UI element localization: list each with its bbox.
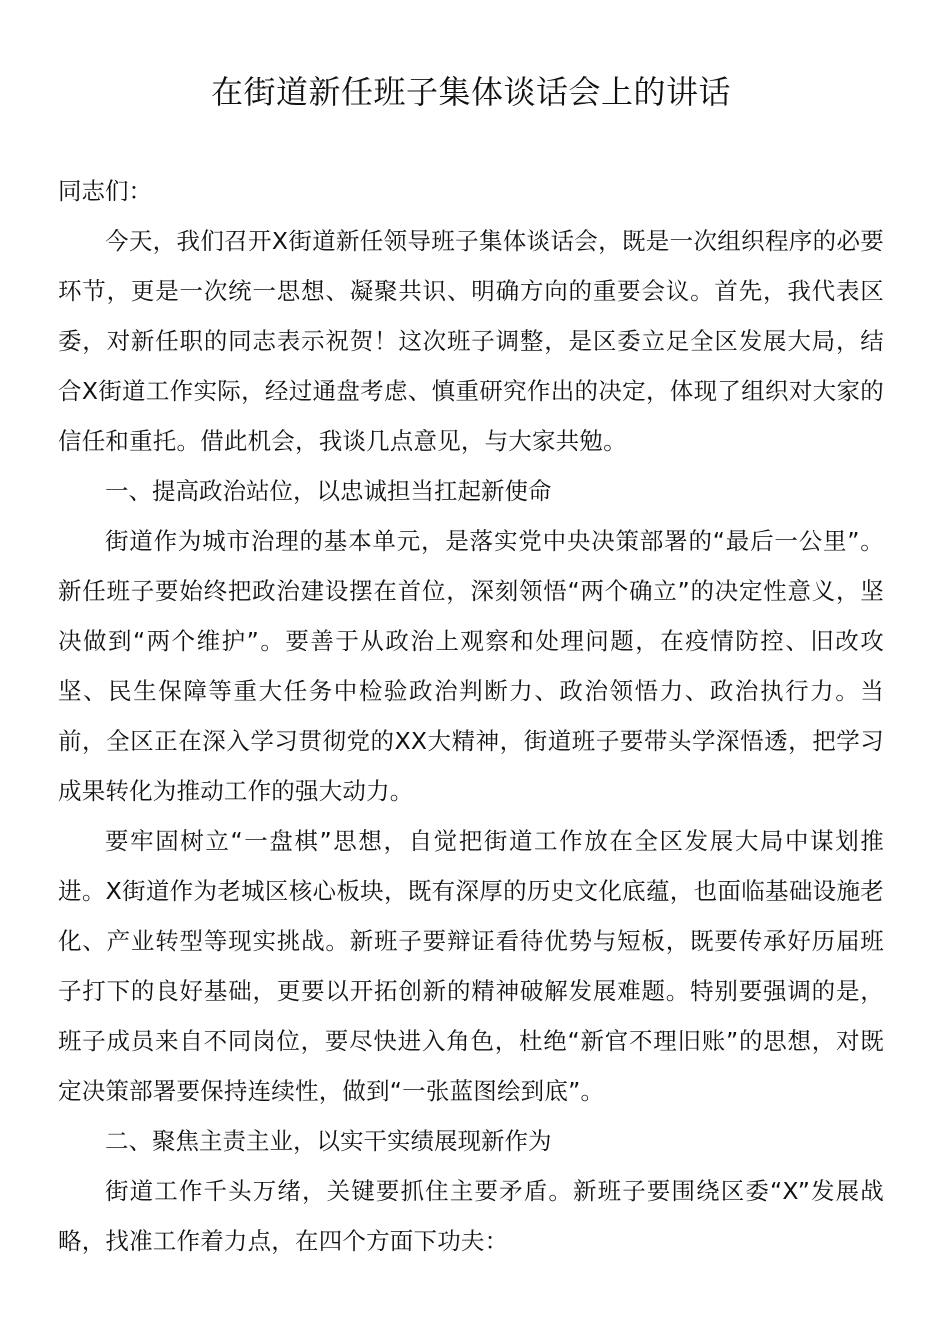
section-heading-1: 一、提高政治站位，以忠诚担当扛起新使命 [105,477,552,505]
paragraph-political-position: 街道作为城市治理的基本单元，是落实党中央决策部署的“最后一公里”。新任班子要始终把政治建设摆在首位，深刻领悟“两个确立”的决定性意义，坚决做到“两个维护”。要善于从政治上观察和处理问题，在疫情防控、旧改攻坚、民生保障等重大任务中检验政治判断力、政治领悟力、政治执行力。当前，全区正在深入学习贯彻党的XX大精神，街道班子要带头学深悟透，把学习成果转化为推动工作的强大动力。 [58,527,884,805]
page-title: 在街道新任班子集体谈话会上的讲话 [210,73,731,111]
paragraph-opening: 今天，我们召开X街道新任领导班子集体谈话会，既是一次组织程序的必要环节，更是一次统一思想、凝聚共识、明确方向的重要会议。首先，我代表区委，对新任职的同志表示祝贺！这次班子调整，是区委立足全区发展大局，结合X街道工作实际，经过通盘考虑、慎重研究作出的决定，体现了组织对大家的信任和重托。借此机会，我谈几点意见，与大家共勉。 [58,227,884,455]
paragraph-main-responsibility: 街道工作千头万绪，关键要抓住主要矛盾。新班子要围绕区委“X”发展战略，找准工作着力点，在四个方面下功夫： [58,1177,884,1255]
paragraph-overall-situation: 要牢固树立“一盘棋”思想，自觉把街道工作放在全区发展大局中谋划推进。X街道作为老城区核心板块，既有深厚的历史文化底蕴，也面临基础设施老化、产业转型等现实挑战。新班子要辩证看待优势与短板，既要传承好历届班子打下的良好基础，更要以开拓创新的精神破解发展难题。特别要强调的是，班子成员来自不同岗位，要尽快进入角色，杜绝“新官不理旧账”的思想，对既定决策部署要保持连续性，做到“一张蓝图绘到底”。 [58,827,884,1105]
section-heading-2: 二、聚焦主责主业，以实干实绩展现新作为 [105,1127,552,1155]
salutation: 同志们： [58,177,152,205]
